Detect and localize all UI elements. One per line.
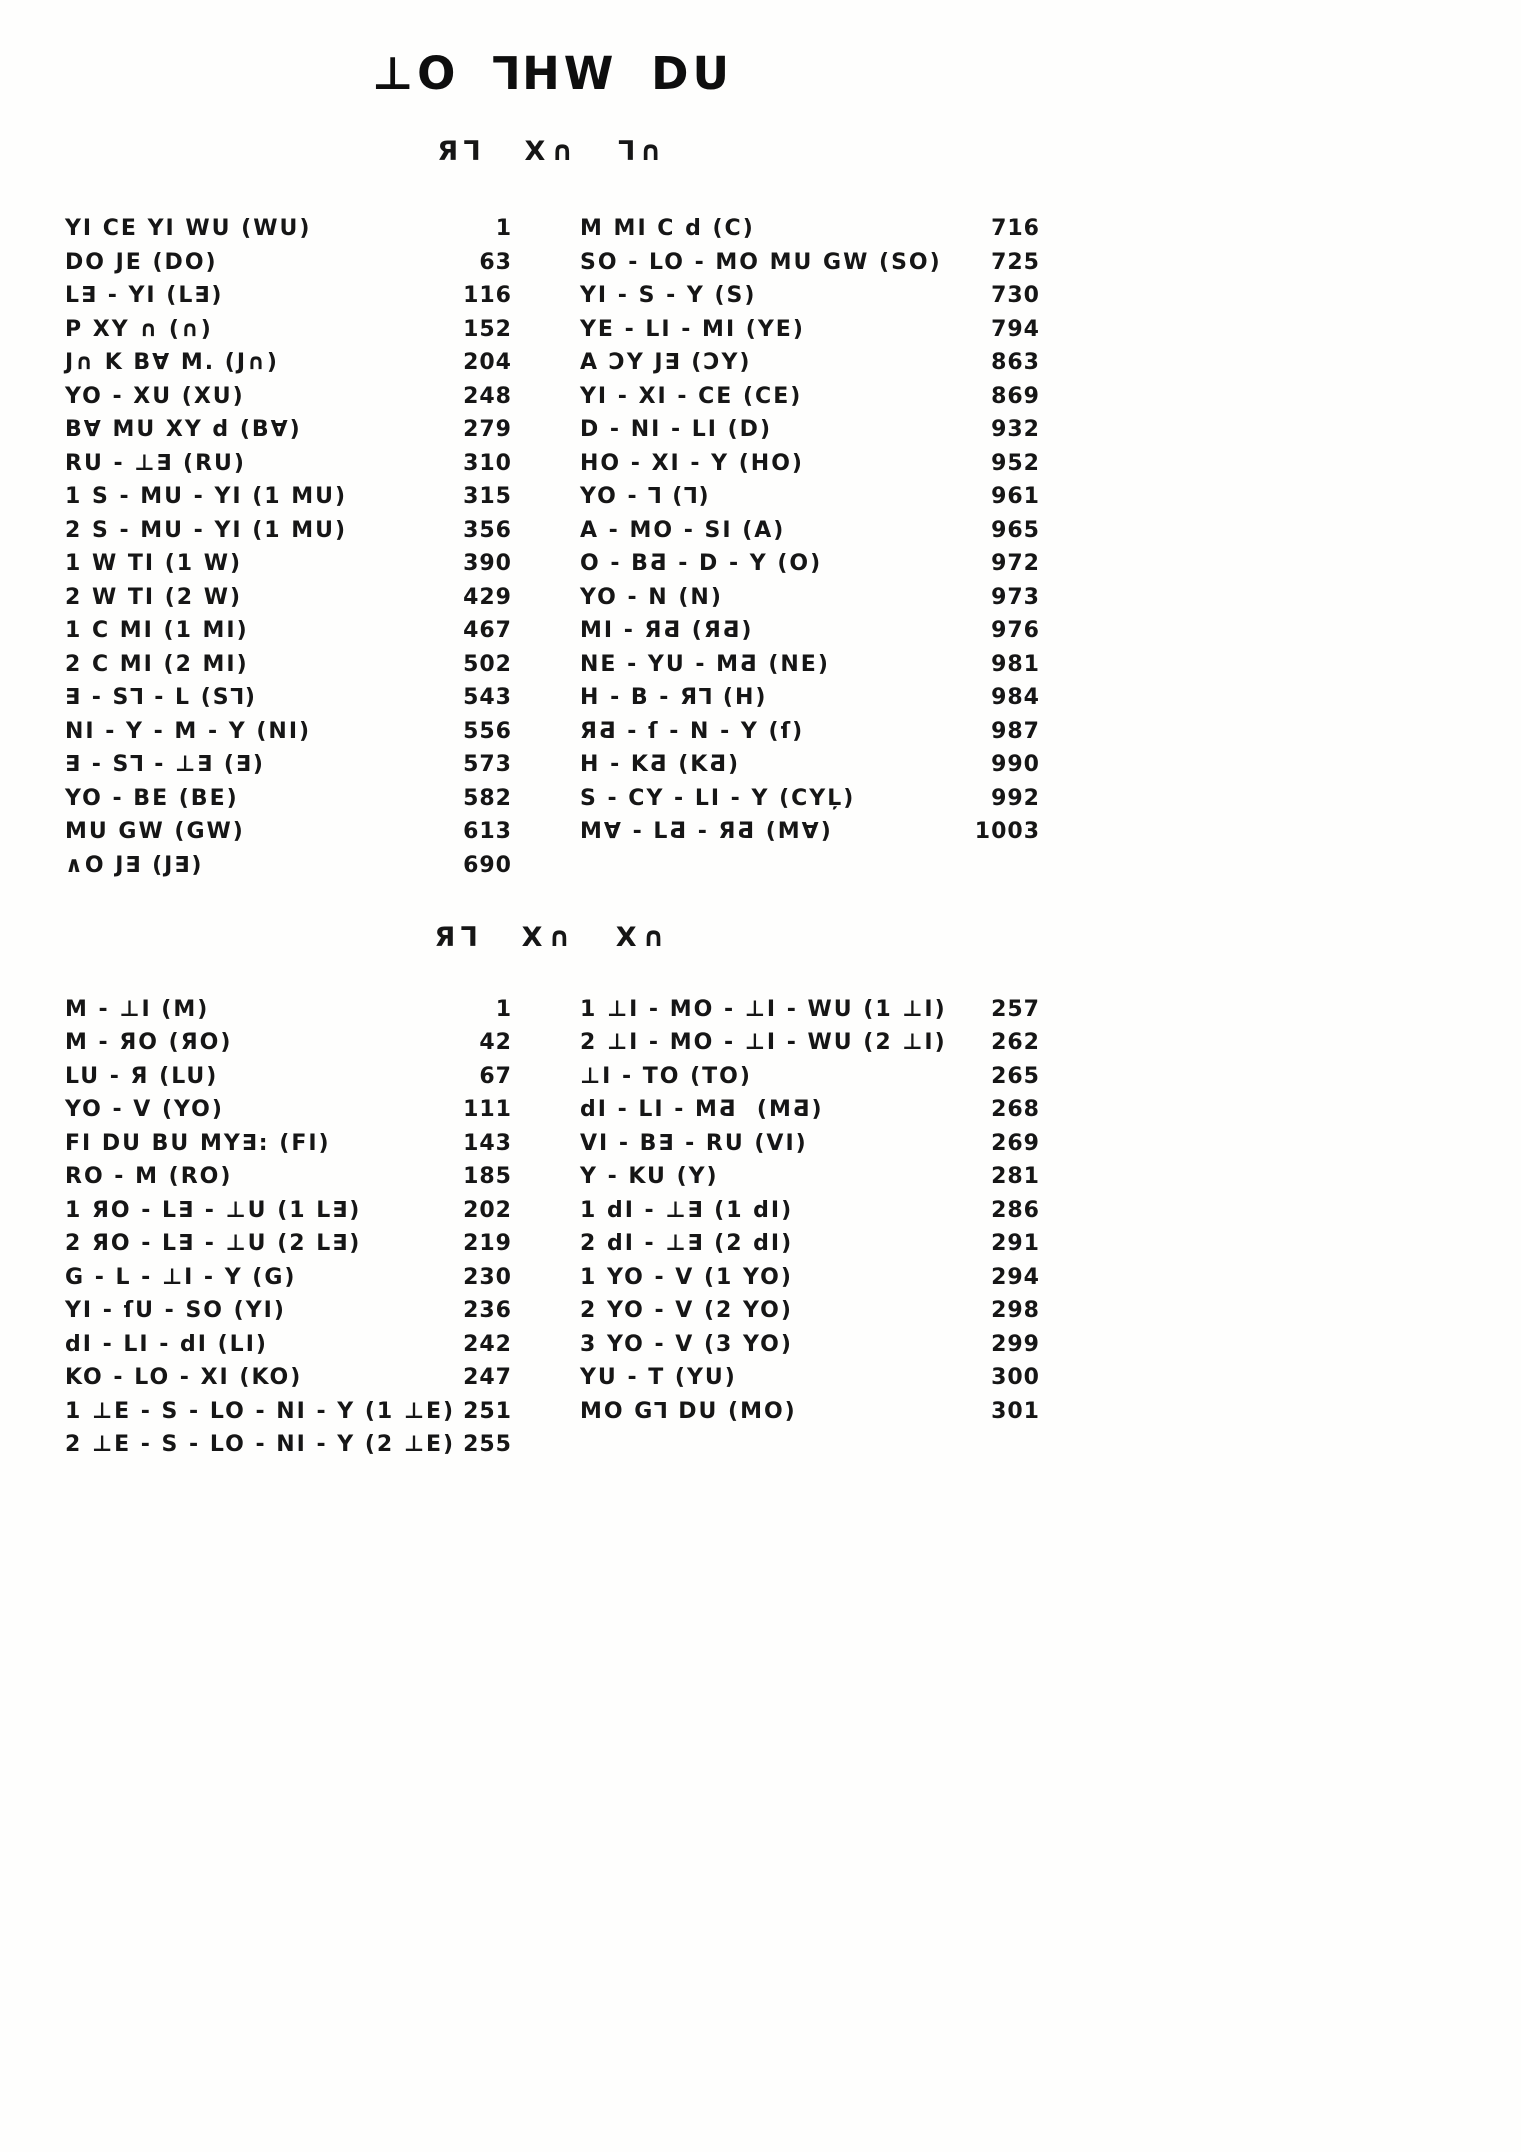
- toc-row: [65, 819, 512, 853]
- entry-page-number: 315: [463, 484, 512, 510]
- entry-page-number: 1: [495, 996, 512, 1022]
- entry-label: NE - YU - MƋ (NE): [580, 651, 830, 677]
- entry-page-number: 932: [991, 417, 1040, 443]
- entry-label: NI - Y - M - Y (NI): [65, 718, 312, 744]
- entry-page-number: 300: [991, 1365, 1040, 1391]
- entry-page-number: 247: [463, 1365, 512, 1391]
- entry-label: ∃ - S⅂ - ⊥∃ (∃): [65, 752, 265, 778]
- toc-row: [65, 250, 512, 284]
- toc-row: [65, 518, 512, 552]
- entry-label: SO - LO - MO MU GW (SO): [580, 249, 942, 275]
- entry-page-number: 152: [463, 316, 512, 342]
- toc-row: [65, 1131, 512, 1165]
- toc-row: [65, 417, 512, 451]
- entry-label: 1 ⊥E - S - LO - NI - Y (1 ⊥E): [65, 1398, 456, 1424]
- entry-page-number: 794: [991, 316, 1040, 342]
- toc-row: [65, 1298, 512, 1332]
- entry-page-number: 390: [463, 551, 512, 577]
- entry-page-number: 116: [463, 283, 512, 309]
- entry-label: YO - V (YO): [65, 1097, 224, 1123]
- section-1-column-right: [580, 216, 1040, 886]
- entry-page-number: 111: [463, 1097, 512, 1123]
- entry-label: YU - T (YU): [580, 1365, 737, 1391]
- toc-row: [580, 417, 1040, 451]
- entry-page-number: 573: [463, 752, 512, 778]
- section-first-testament: [65, 136, 1040, 886]
- entry-label: J∩ K B∀ M. (J∩): [65, 350, 279, 376]
- entry-page-number: 268: [991, 1097, 1040, 1123]
- toc-row: [580, 216, 1040, 250]
- toc-row: [65, 1332, 512, 1366]
- toc-row: [65, 1432, 512, 1466]
- toc-row: [65, 1265, 512, 1299]
- entry-page-number: 467: [463, 618, 512, 644]
- entry-label: YI - ſU - SO (YI): [65, 1298, 286, 1324]
- toc-row: [65, 997, 512, 1031]
- entry-label: M - ЯO (ЯO): [65, 1030, 233, 1056]
- entry-page-number: 262: [991, 1030, 1040, 1056]
- entry-label: O - BƋ - D - Y (O): [580, 551, 823, 577]
- entry-page-number: 269: [991, 1130, 1040, 1156]
- toc-row: [65, 1198, 512, 1232]
- toc-row: [65, 786, 512, 820]
- entry-page-number: 255: [463, 1432, 512, 1458]
- entry-page-number: 143: [463, 1130, 512, 1156]
- toc-row: [65, 1064, 512, 1098]
- toc-row: [580, 451, 1040, 485]
- entry-label: 2 ⊥I - MO - ⊥I - WU (2 ⊥I): [580, 1030, 947, 1056]
- entry-label: G - L - ⊥I - Y (G): [65, 1264, 297, 1290]
- toc-row: [65, 585, 512, 619]
- entry-page-number: 1: [495, 216, 512, 242]
- entry-page-number: 265: [991, 1063, 1040, 1089]
- entry-page-number: 291: [991, 1231, 1040, 1257]
- section-2-column-left: [65, 997, 512, 1466]
- entry-label: 3 YO - V (3 YO): [580, 1331, 793, 1357]
- entry-label: 1 dI - ⊥∃ (1 dI): [580, 1197, 794, 1223]
- toc-row: [65, 384, 512, 418]
- entry-page-number: 301: [991, 1398, 1040, 1424]
- entry-page-number: 204: [463, 350, 512, 376]
- entry-page-number: 965: [991, 517, 1040, 543]
- entry-label: 2 C MI (2 MI): [65, 651, 249, 677]
- entry-label: 1 S - MU - YI (1 MU): [65, 484, 348, 510]
- toc-row: [65, 1097, 512, 1131]
- toc-row: [580, 384, 1040, 418]
- toc-row: [580, 1298, 1040, 1332]
- toc-row: [580, 484, 1040, 518]
- entry-page-number: 863: [991, 350, 1040, 376]
- toc-row: [580, 317, 1040, 351]
- toc-row: [65, 1164, 512, 1198]
- entry-label: M - ⊥I (M): [65, 996, 210, 1022]
- entry-page-number: 613: [463, 819, 512, 845]
- toc-row: [580, 1365, 1040, 1399]
- entry-page-number: 236: [463, 1298, 512, 1324]
- entry-page-number: 961: [991, 484, 1040, 510]
- toc-row: [580, 1164, 1040, 1198]
- entry-label: dI - LI - MƋ (MƋ): [580, 1097, 824, 1123]
- toc-row: [65, 484, 512, 518]
- entry-page-number: 543: [463, 685, 512, 711]
- entry-label: M MI C d (C): [580, 216, 755, 242]
- toc-row: [65, 618, 512, 652]
- toc-row: [580, 1030, 1040, 1064]
- toc-row: [65, 853, 512, 887]
- toc-row: [580, 1332, 1040, 1366]
- entry-label: H - B - Я⅂ (H): [580, 685, 768, 711]
- entry-label: RO - M (RO): [65, 1164, 233, 1190]
- toc-row: [580, 1097, 1040, 1131]
- entry-label: M∀ - LƋ - ЯƋ (M∀): [580, 819, 833, 845]
- entry-label: ⊥I - TO (TO): [580, 1063, 752, 1089]
- entry-page-number: 42: [479, 1030, 512, 1056]
- toc-row: [580, 1265, 1040, 1299]
- entry-label: D - NI - LI (D): [580, 417, 772, 443]
- entry-page-number: 716: [991, 216, 1040, 242]
- toc-row: [65, 551, 512, 585]
- entry-page-number: 230: [463, 1264, 512, 1290]
- toc-row: [580, 283, 1040, 317]
- entry-label: YO - XU (XU): [65, 383, 245, 409]
- entry-page-number: 582: [463, 785, 512, 811]
- entry-page-number: 952: [991, 450, 1040, 476]
- toc-row: [65, 350, 512, 384]
- entry-page-number: 356: [463, 517, 512, 543]
- entry-label: YO - N (N): [580, 584, 723, 610]
- entry-page-number: 286: [991, 1197, 1040, 1223]
- toc-row: [580, 585, 1040, 619]
- toc-row: [580, 997, 1040, 1031]
- toc-row: [580, 1399, 1040, 1433]
- entry-label: KO - LO - XI (KO): [65, 1365, 303, 1391]
- toc-row: [580, 618, 1040, 652]
- toc-row: [65, 719, 512, 753]
- entry-label: DO JE (DO): [65, 249, 218, 275]
- toc-row: [580, 652, 1040, 686]
- toc-row: [65, 1365, 512, 1399]
- entry-page-number: 310: [463, 450, 512, 476]
- entry-page-number: 251: [463, 1398, 512, 1424]
- toc-row: [580, 551, 1040, 585]
- entry-page-number: 973: [991, 584, 1040, 610]
- toc-row: [580, 518, 1040, 552]
- entry-page-number: 279: [463, 417, 512, 443]
- entry-page-number: 298: [991, 1298, 1040, 1324]
- entry-label: S - CY - LI - Y (CYĻ): [580, 785, 856, 811]
- toc-row: [580, 685, 1040, 719]
- toc-row: [65, 317, 512, 351]
- entry-page-number: 990: [991, 752, 1040, 778]
- entry-page-number: 981: [991, 651, 1040, 677]
- entry-label: ЯƋ - ſ - N - Y (ſ): [580, 718, 805, 744]
- page-content: [65, 48, 1040, 1466]
- entry-label: A - MO - SI (A): [580, 517, 786, 543]
- section-2-columns: [65, 997, 1040, 1466]
- entry-label: P XY ∩ (∩): [65, 316, 213, 342]
- entry-label: A ƆY J∃ (ƆY): [580, 350, 752, 376]
- entry-page-number: 502: [463, 651, 512, 677]
- entry-page-number: 219: [463, 1231, 512, 1257]
- entry-label: YO - BE (BE): [65, 785, 239, 811]
- toc-row: [65, 752, 512, 786]
- toc-row: [65, 652, 512, 686]
- entry-page-number: 972: [991, 551, 1040, 577]
- toc-row: [580, 1064, 1040, 1098]
- toc-row: [65, 1231, 512, 1265]
- entry-label: 2 ЯO - L∃ - ⊥U (2 L∃): [65, 1231, 362, 1257]
- entry-label: RU - ⊥∃ (RU): [65, 450, 246, 476]
- entry-page-number: 299: [991, 1331, 1040, 1357]
- section-2-column-right: [580, 997, 1040, 1466]
- entry-label: 2 YO - V (2 YO): [580, 1298, 793, 1324]
- entry-page-number: 257: [991, 996, 1040, 1022]
- entry-page-number: 1003: [974, 819, 1040, 845]
- toc-row: [65, 1399, 512, 1433]
- entry-page-number: 185: [463, 1164, 512, 1190]
- entry-page-number: 869: [991, 383, 1040, 409]
- entry-page-number: 67: [479, 1063, 512, 1089]
- entry-label: 2 S - MU - YI (1 MU): [65, 517, 348, 543]
- entry-label: 1 C MI (1 MI): [65, 618, 249, 644]
- entry-label: 2 W TI (2 W): [65, 584, 243, 610]
- entry-label: MO G⅂ DU (MO): [580, 1398, 797, 1424]
- toc-row: [580, 1131, 1040, 1165]
- entry-label: YI - XI - CE (CE): [580, 383, 803, 409]
- entry-label: 1 YO - V (1 YO): [580, 1264, 793, 1290]
- section-1-column-left: [65, 216, 512, 886]
- entry-page-number: 63: [479, 249, 512, 275]
- entry-label: 2 ⊥E - S - LO - NI - Y (2 ⊥E): [65, 1432, 456, 1458]
- entry-page-number: 976: [991, 618, 1040, 644]
- entry-label: H - KƋ (KƋ): [580, 752, 741, 778]
- entry-page-number: 429: [463, 584, 512, 610]
- entry-page-number: 281: [991, 1164, 1040, 1190]
- entry-label: B∀ MU XY d (B∀): [65, 417, 302, 443]
- toc-row: [580, 752, 1040, 786]
- toc-row: [580, 1231, 1040, 1265]
- entry-label: 1 ⊥I - MO - ⊥I - WU (1 ⊥I): [580, 996, 947, 1022]
- entry-label: dI - LI - dI (LI): [65, 1331, 268, 1357]
- entry-page-number: 248: [463, 383, 512, 409]
- toc-row: [580, 819, 1040, 853]
- entry-label: VI - B∃ - RU (VI): [580, 1130, 808, 1156]
- section-1-columns: [65, 216, 1040, 886]
- toc-row: [580, 719, 1040, 753]
- entry-label: 1 W TI (1 W): [65, 551, 243, 577]
- entry-page-number: 556: [463, 718, 512, 744]
- section-2-header: Я⅂ X∩ X∩: [434, 922, 671, 954]
- entry-label: YE - LI - MI (YE): [580, 316, 805, 342]
- entry-label: 1 ЯO - L∃ - ⊥U (1 L∃): [65, 1197, 362, 1223]
- entry-label: 2 dI - ⊥∃ (2 dI): [580, 1231, 794, 1257]
- toc-row: [580, 350, 1040, 384]
- toc-row: [65, 451, 512, 485]
- entry-label: MU GW (GW): [65, 819, 245, 845]
- entry-label: L∃ - YI (L∃): [65, 283, 224, 309]
- entry-label: YI - S - Y (S): [580, 283, 757, 309]
- entry-label: MI - ЯƋ (ЯƋ): [580, 618, 754, 644]
- scanned-page: [0, 0, 1040, 1466]
- entry-label: HO - XI - Y (HO): [580, 450, 804, 476]
- entry-page-number: 242: [463, 1331, 512, 1357]
- entry-page-number: 992: [991, 785, 1040, 811]
- page-title: ⊥O ⅂HW DU: [372, 47, 733, 100]
- entry-page-number: 984: [991, 685, 1040, 711]
- section-1-header: Я⅂ X∩ ⅂∩: [437, 135, 668, 167]
- entry-label: LU - Я (LU): [65, 1063, 219, 1089]
- toc-row: [580, 1198, 1040, 1232]
- entry-label: ∧O J∃ (J∃): [65, 852, 204, 878]
- toc-row: [580, 250, 1040, 284]
- toc-row: [580, 786, 1040, 820]
- toc-row: [65, 1030, 512, 1064]
- entry-page-number: 690: [463, 852, 512, 878]
- entry-label: FI DU BU MY∃: (FI): [65, 1130, 331, 1156]
- toc-row: [65, 216, 512, 250]
- entry-label: Y - KU (Y): [580, 1164, 719, 1190]
- entry-page-number: 725: [991, 249, 1040, 275]
- entry-label: YO - ⅂ (⅂): [580, 484, 711, 510]
- entry-page-number: 294: [991, 1264, 1040, 1290]
- entry-label: ∃ - S⅂ - L (S⅂): [65, 685, 257, 711]
- entry-page-number: 987: [991, 718, 1040, 744]
- entry-page-number: 730: [991, 283, 1040, 309]
- entry-page-number: 202: [463, 1197, 512, 1223]
- section-second-testament: [65, 922, 1040, 1465]
- toc-row: [65, 283, 512, 317]
- toc-row: [65, 685, 512, 719]
- entry-label: YI CE YI WU (WU): [65, 216, 312, 242]
